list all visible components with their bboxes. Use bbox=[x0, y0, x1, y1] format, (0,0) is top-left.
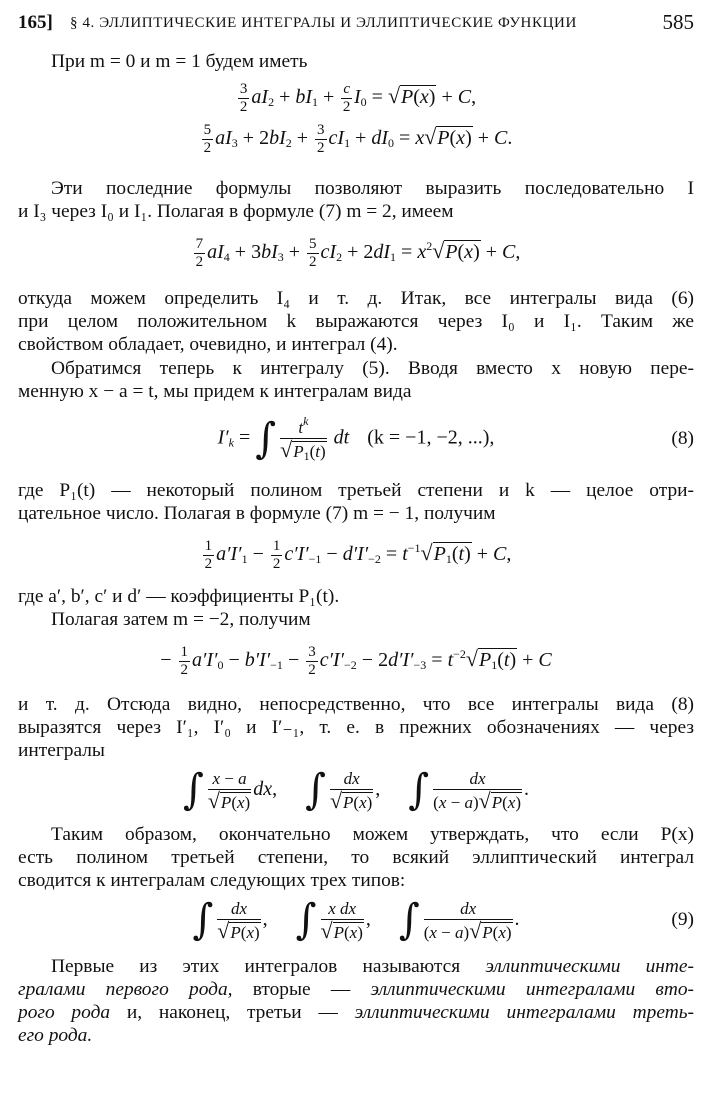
equation-4: $\frac{1}{2}$ $a'I'_1$ − $\frac{1}{2}$ $c'I'_{-1} - d'I'_{-2} = t^{-1}√P_1(t) + C$, bbox=[204, 537, 512, 572]
paragraph: интегралы bbox=[18, 739, 105, 761]
paragraph: сводится к интегралам следующих трех типов: bbox=[18, 869, 406, 891]
running-header bbox=[18, 10, 694, 40]
equation-condition: (k = −1, −2, ...), bbox=[367, 426, 495, 449]
paragraph bbox=[18, 1024, 694, 1047]
equation-1: $\frac{3}{2}$ $aI_2 + bI_1$ + $\frac{c}{2}$ $I_0 = √P(x) + C$, bbox=[239, 81, 477, 115]
paragraph: и I₃ через I₀ и I₁. Полагая в формуле (7) m = 2, имеем bbox=[18, 201, 454, 222]
term-italic: эллиптическими интегралами вто- bbox=[370, 978, 694, 1000]
equation-number: (9) bbox=[671, 909, 694, 931]
paragraph: При m = 0 и m = 1 будем иметь bbox=[51, 51, 308, 72]
equation-3: $\frac{7}{2}$ $aI_4 + 3bI_3$ + $\frac{5}{2}$ $cI_2 + 2dI_1 = x^2√P(x) + C$, bbox=[195, 235, 521, 270]
paragraph bbox=[18, 955, 694, 978]
page bbox=[18, 10, 694, 1047]
equation-9: ∫ $\frac{dx}{√P(x)}$ , ∫ $\frac{\text{x dx}}{√P(x)}$ , ∫ $\frac{dx}{(x - a)√P(x)}$ . (9) bbox=[192, 896, 694, 945]
text-run: и, наконец, третьи — bbox=[110, 1001, 355, 1023]
text-run: Первые из этих интегралов называются bbox=[51, 955, 486, 977]
paragraph: выразятся через I′₁, I′₀ и I′₋₁, т. е. в прежних обозначениях — через bbox=[18, 716, 694, 738]
term-italic: эллиптическими интегралами треть- bbox=[354, 1001, 694, 1023]
paragraph: цательное число. Полагая в формуле (7) m = − 1, получим bbox=[18, 502, 496, 524]
term-italic: рого рода bbox=[18, 1001, 111, 1023]
paragraph: где P₁(t) — некоторый полином третьей степени и k — целое отри- bbox=[18, 479, 694, 501]
paragraph: Таким образом, окончательно можем утверждать, что если P(x) bbox=[51, 823, 694, 845]
paragraph bbox=[18, 978, 694, 1001]
paragraph: менную x − a = t, мы придем к интегралам вида bbox=[18, 380, 412, 402]
paragraph: Полагая затем m = −2, получим bbox=[51, 608, 311, 630]
equation-8: $I'_k$ = ∫ $\frac{t^k}{√P_1(t)}$ dt (k = −1, −2, ...), (8) bbox=[18, 411, 694, 467]
equation-6: ∫ $\frac{x - a}{√P(x)}$ dx, ∫ $\frac{dx}{√P(x)}$ , ∫ $\frac{dx}{(x - a)√P(x)}$ . bbox=[183, 766, 529, 815]
term-italic: эллиптическими инте- bbox=[485, 955, 694, 977]
paragraph bbox=[18, 1001, 694, 1024]
paragraph: где a′, b′, c′ и d′ — коэффициенты P₁(t). bbox=[18, 585, 340, 607]
paragraph: есть полином третьей степени, то всякий эллиптический интеграл bbox=[18, 846, 694, 868]
equation-number: (8) bbox=[671, 427, 694, 449]
page-number: 585 bbox=[662, 10, 694, 34]
term-italic: гралами первого рода, bbox=[18, 978, 233, 1000]
section-number: 165] bbox=[18, 12, 53, 33]
paragraph: при целом положительном k выражаются через I₀ и I₁. Таким же bbox=[18, 310, 694, 332]
equation-5: − $\frac{1}{2}$ $a'I'_0 - b'I'_{-1}$ − $\frac{3}{2}$ $c'I'_{-2} - 2d'I'_{-3} = t^{-2}√P_1(t) + C$ bbox=[160, 643, 552, 678]
paragraph: Эти последние формулы позволяют выразить последовательно I bbox=[51, 178, 694, 199]
chapter-title: § 4. ЭЛЛИПТИЧЕСКИЕ ИНТЕГРАЛЫ И ЭЛЛИПТИЧЕСКИЕ ФУНКЦИИ bbox=[70, 15, 577, 31]
paragraph: и т. д. Отсюда видно, непосредственно, что все интегралы вида (8) bbox=[18, 693, 694, 715]
term-italic: его рода. bbox=[18, 1024, 93, 1046]
paragraph: откуда можем определить I₄ и т. д. Итак, все интегралы вида (6) bbox=[18, 287, 694, 309]
equation-2: $\frac{5}{2}$ $aI_3 + 2bI_2$ + $\frac{3}{2}$ $cI_1 + dI_0 = x√P(x) + C$. bbox=[203, 122, 513, 156]
text-run: вторые — bbox=[232, 978, 371, 1000]
paragraph: свойством обладает, очевидно, и интеграл (4). bbox=[18, 333, 398, 355]
paragraph: Обратимся теперь к интегралу (5). Вводя вместо x новую пере- bbox=[51, 357, 694, 379]
